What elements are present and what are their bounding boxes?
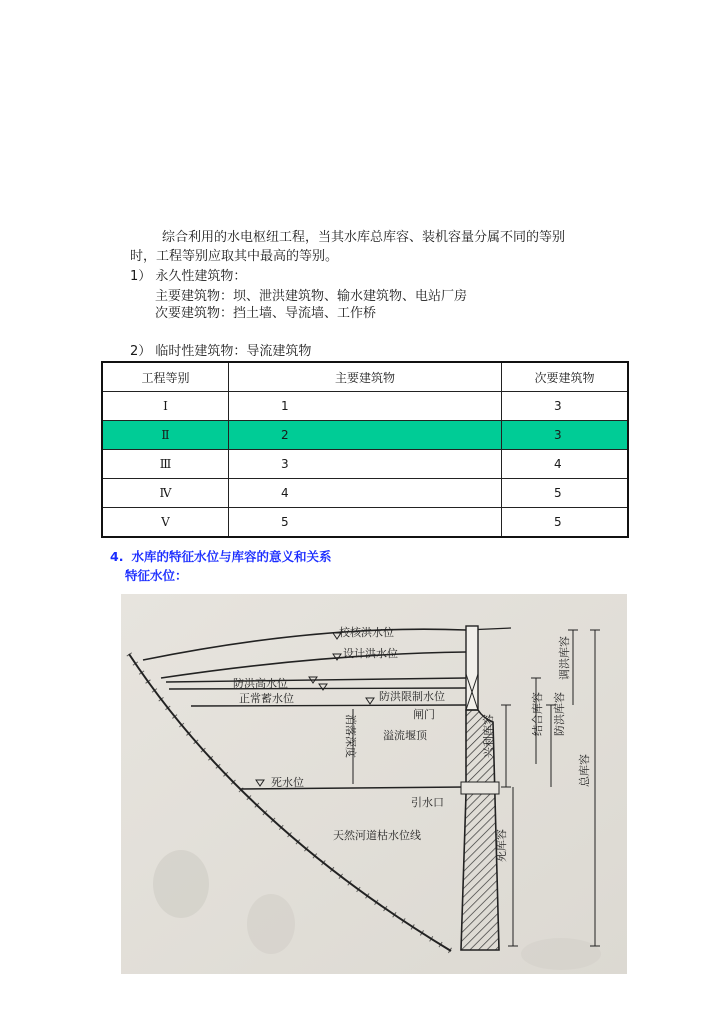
label-intake: 引水口 [411, 796, 444, 809]
minor-building-cell: 4 [502, 450, 629, 479]
grade-cell: Ⅳ [102, 479, 229, 508]
table-row [102, 508, 628, 538]
main-building-cell: 4 [229, 479, 502, 508]
grade-table [101, 361, 629, 538]
section-title: 水库的特征水位与库容的意义和关系 [131, 549, 332, 564]
intro-line-2: 时，工程等别应取其中最高的等别。 [130, 249, 339, 264]
label-combined-storage: 结合库容 [531, 692, 544, 736]
item-permanent-minor: 次要建筑物：挡土墙、导流墙、工作桥 [155, 306, 377, 321]
label-design-flood: 设计洪水位 [343, 647, 398, 660]
main-building-cell: 3 [229, 450, 502, 479]
main-building-cell: 2 [229, 421, 502, 450]
label-gate: 闸门 [413, 708, 435, 721]
main-building-cell: 1 [229, 392, 502, 421]
main-building-cell: 5 [229, 508, 502, 538]
label-check-flood: 校核洪水位 [339, 626, 394, 639]
flood-limit-line [191, 705, 466, 706]
label-normal-pool: 正常蓄水位 [239, 692, 294, 705]
label-drawdown: 消落深度 [344, 714, 357, 758]
label-spillway-crest: 溢流堰顶 [383, 729, 427, 742]
section-heading [110, 547, 331, 565]
table-row [102, 479, 628, 508]
minor-building-cell: 3 [502, 421, 629, 450]
intake-opening [461, 782, 499, 794]
reservoir-diagram-photo [121, 594, 627, 974]
label-flood-storage: 防洪库容 [553, 692, 566, 736]
grade-cell: Ⅱ [102, 421, 229, 450]
grade-cell: Ⅲ [102, 450, 229, 479]
table-row [102, 450, 628, 479]
minor-building-cell: 5 [502, 508, 629, 538]
minor-building-cell: 5 [502, 479, 629, 508]
table-header-cell: 工程等别 [102, 362, 229, 392]
label-riverbed: 天然河道枯水位线 [333, 829, 421, 842]
grade-cell: Ⅰ [102, 392, 229, 421]
table-row [102, 392, 628, 421]
item-temporary: 2） 临时性建筑物：导流建筑物 [130, 344, 312, 359]
section-subtitle: 特征水位： [125, 568, 188, 583]
label-dead-level: 死水位 [271, 776, 304, 789]
table-row-highlighted [102, 421, 628, 450]
normal-pool-line [169, 688, 466, 689]
table-header-cell: 次要建筑物 [502, 362, 629, 392]
item-permanent: 1） 永久性建筑物： [130, 269, 247, 284]
label-flood-high: 防洪高水位 [233, 677, 288, 690]
table-header-cell: 主要建筑物 [229, 362, 502, 392]
label-dead-storage: 死库容 [495, 829, 508, 862]
table-header-row [102, 362, 628, 392]
section-number: 4. [110, 549, 124, 564]
item-permanent-main: 主要建筑物：坝、泄洪建筑物、输水建筑物、电站厂房 [155, 289, 468, 304]
minor-building-cell: 3 [502, 392, 629, 421]
label-active-storage: 兴利库容 [482, 714, 495, 758]
label-regulating-flood: 调洪库容 [558, 636, 571, 680]
label-total-storage: 总库容 [578, 754, 591, 787]
reservoir-diagram [121, 594, 627, 974]
label-flood-limit: 防洪限制水位 [379, 690, 445, 703]
grade-cell: Ⅴ [102, 508, 229, 538]
intro-line-1: 综合利用的水电枢纽工程，当其水库总库容、装机容量分属不同的等别 [162, 230, 566, 245]
gate-pier [466, 626, 478, 710]
